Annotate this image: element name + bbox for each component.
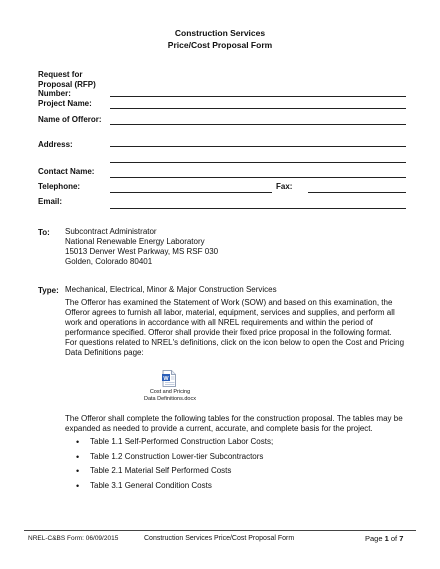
paragraph-line: The Offeror has examined the Statement of Work (SOW) and based on this examination, the — [65, 298, 393, 307]
contact-name-field[interactable] — [110, 177, 406, 178]
list-item: • Table 1.1 Self-Performed Construction Labor Costs; — [76, 435, 273, 450]
rfp-number-field[interactable] — [110, 96, 406, 97]
total-pages: 7 — [399, 534, 404, 543]
footer-title: Construction Services Price/Cost Proposal Form — [144, 535, 295, 542]
form-title: Construction Services — [174, 28, 266, 38]
address-line: Subcontract Administrator — [65, 227, 157, 236]
current-page: 1 — [384, 534, 389, 543]
page-of: of — [390, 534, 398, 543]
paragraph-line: Data Definitions page: — [65, 348, 144, 357]
telephone-field[interactable] — [110, 192, 272, 193]
address-field-line-2[interactable] — [110, 162, 406, 163]
project-name-label: Project Name: — [38, 99, 92, 108]
paragraph-line: expanded as needed to provide a current, accurate, and complete basis for the project. — [65, 424, 373, 433]
address-field-line-1[interactable] — [110, 146, 406, 147]
offeror-name-field[interactable] — [110, 124, 406, 125]
contact-name-label: Contact Name: — [38, 167, 95, 176]
paragraph-line: The Offeror shall complete the following tables for the construction proposal. The tables may be — [65, 414, 403, 423]
offeror-name-label: Name of Offeror: — [38, 115, 102, 124]
list-item: • Table 3.1 General Condition Costs — [76, 479, 273, 494]
list-item: • Table 2.1 Material Self Performed Costs — [76, 464, 273, 479]
table-list — [76, 435, 273, 493]
email-label: Email: — [38, 197, 63, 206]
list-item: • Table 1.2 Construction Lower-tier Subcontractors — [76, 450, 273, 465]
address-line: 15013 Denver West Parkway, MS RSF 030 — [65, 247, 219, 256]
attachment-filename — [140, 389, 200, 402]
email-field[interactable] — [110, 208, 406, 209]
rfp-label — [38, 70, 96, 99]
fax-label: Fax: — [276, 182, 293, 191]
sow-paragraph — [65, 298, 415, 358]
footer-form-id: NREL-C&BS Form: 06/09/2015 — [28, 535, 119, 542]
type-label: Type: — [38, 286, 59, 295]
paragraph-line: For questions related to NREL's definitions, click on the icon below to open the Cost and Pricing — [65, 338, 405, 347]
address-line: Golden, Colorado 80401 — [65, 257, 153, 266]
to-label: To: — [38, 228, 50, 237]
rfp-label-line: Proposal (RFP) — [38, 79, 96, 89]
address-label: Address: — [38, 140, 73, 149]
rfp-label-line: Request for — [38, 70, 83, 79]
rfp-label-line: Number: — [38, 89, 71, 98]
paragraph-line: performance specified. Offeror shall provide their fixed price proposal in the following format. — [65, 328, 392, 337]
page-word: Page — [365, 534, 383, 543]
attachment-filename-line: Cost and Pricing — [149, 389, 191, 395]
address-line: National Renewable Energy Laboratory — [65, 237, 205, 246]
cost-pricing-attachment[interactable] — [140, 368, 200, 404]
telephone-label: Telephone: — [38, 182, 81, 191]
word-document-icon — [162, 370, 176, 387]
paragraph-line: work and operations in accordance with all NREL requirements and within the period of — [65, 318, 373, 327]
tables-intro — [65, 414, 403, 434]
footer-divider — [24, 530, 416, 531]
fax-field[interactable] — [308, 192, 406, 193]
recipient-address — [65, 227, 218, 267]
project-name-field[interactable] — [110, 108, 406, 109]
paragraph-line: Offeror agrees to furnish all labor, material, equipment, services and supplies, and perform all — [65, 308, 395, 317]
type-value: Mechanical, Electrical, Minor & Major Construction Services — [65, 285, 277, 294]
attachment-filename-line: Data Definitions.docx — [144, 395, 196, 402]
page-indicator — [365, 534, 403, 543]
svg-text:W: W — [163, 375, 169, 382]
form-subtitle: Price/Cost Proposal Form — [167, 40, 273, 50]
